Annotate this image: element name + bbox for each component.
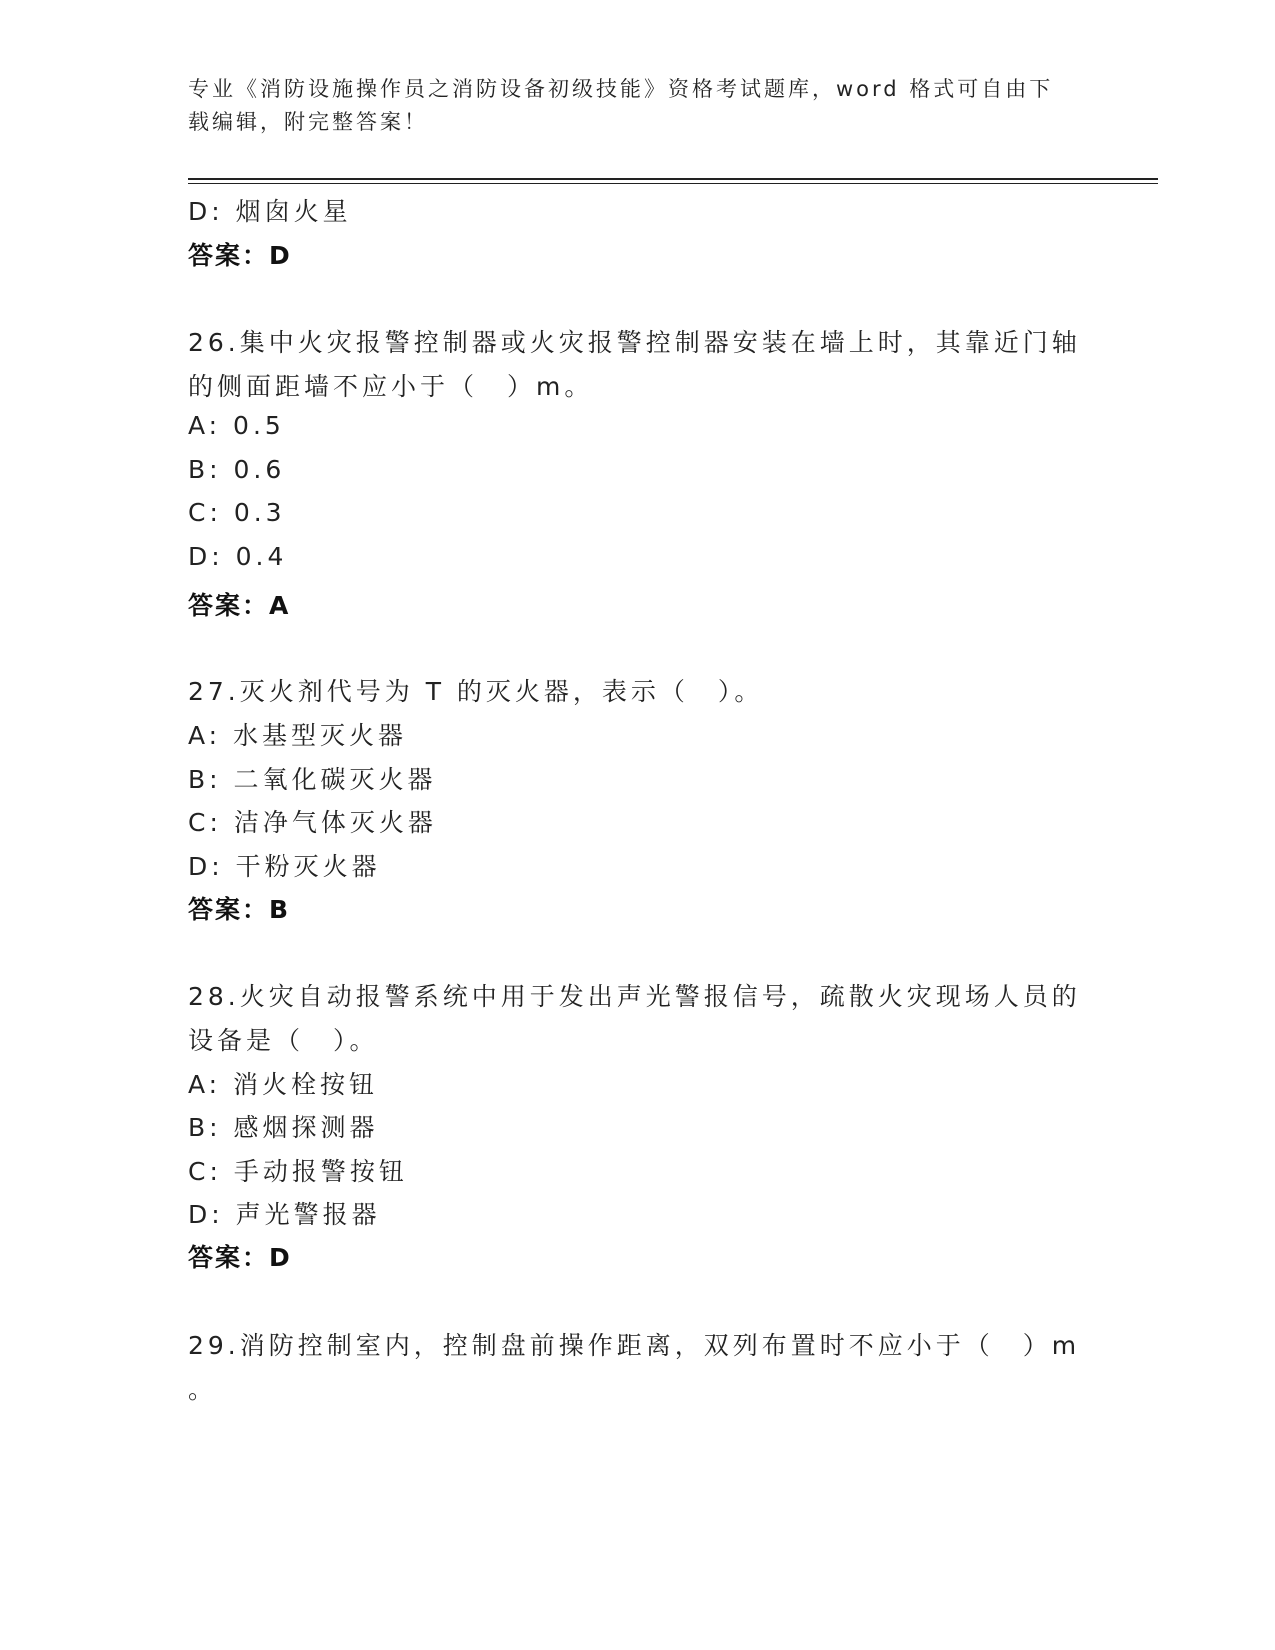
document-header <box>188 73 1088 139</box>
q29-stem-line-1: 29.消防控制室内，控制盘前操作距离，双列布置时不应小于（ ）m <box>188 1331 1081 1360</box>
q27-option-b: B: 二氧化碳灭火器 <box>188 765 437 794</box>
q26-answer: 答案：A <box>188 591 291 620</box>
prev-answer: 答案：D <box>188 241 292 270</box>
q26-stem-line-1: 26.集中火灾报警控制器或火灾报警控制器安装在墙上时，其靠近门轴 <box>188 328 1081 357</box>
q27-option-d: D: 干粉灭火器 <box>188 852 381 881</box>
q28-stem-line-1: 28.火灾自动报警系统中用于发出声光警报信号，疏散火灾现场人员的 <box>188 982 1081 1011</box>
q27-answer: 答案：B <box>188 895 291 924</box>
q28-stem-line-2: 设备是（ ）。 <box>188 1026 379 1055</box>
q27-stem-line-1: 27.灭火剂代号为 T 的灭火器，表示（ ）。 <box>188 677 764 706</box>
q29-stem-line-2: 。 <box>188 1375 218 1404</box>
header-divider <box>188 178 1158 180</box>
q26-option-c: C: 0.3 <box>188 498 286 527</box>
q26-stem-line-2: 的侧面距墙不应小于（ ）m。 <box>188 372 594 401</box>
q27-option-c: C: 洁净气体灭火器 <box>188 808 437 837</box>
q28-option-d: D: 声光警报器 <box>188 1200 381 1229</box>
q26-option-d: D: 0.4 <box>188 542 288 571</box>
header-divider-thin <box>188 183 1158 184</box>
q26-option-a: A: 0.5 <box>188 411 285 440</box>
q27-option-a: A: 水基型灭火器 <box>188 721 408 750</box>
header-line-2: 载编辑，附完整答案！ <box>188 110 428 134</box>
q28-option-a: A: 消火栓按钮 <box>188 1070 379 1099</box>
q28-answer: 答案：D <box>188 1243 292 1272</box>
prev-option-d: D: 烟囱火星 <box>188 197 352 226</box>
q28-option-c: C: 手动报警按钮 <box>188 1157 408 1186</box>
header-line-1: 专业《消防设施操作员之消防设备初级技能》资格考试题库，word 格式可自由下 <box>188 77 1054 101</box>
q28-option-b: B: 感烟探测器 <box>188 1113 379 1142</box>
q26-option-b: B: 0.6 <box>188 455 286 484</box>
